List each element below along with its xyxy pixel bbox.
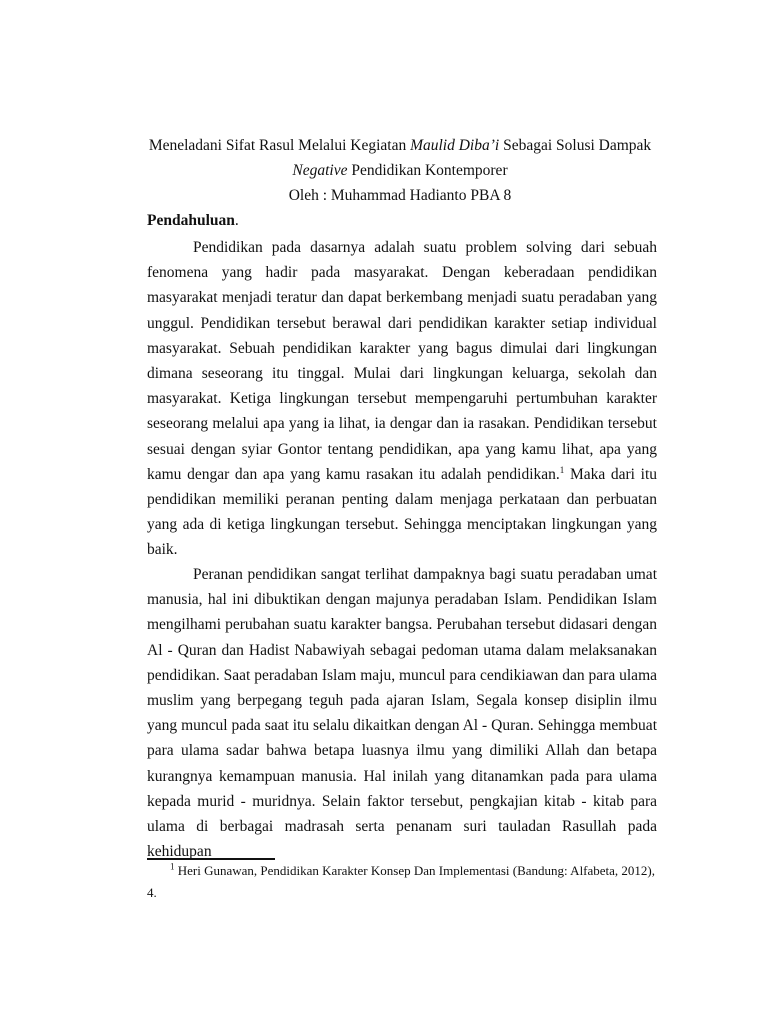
section-heading-text: Pendahuluan bbox=[147, 212, 235, 229]
paragraph-1 bbox=[147, 235, 657, 563]
paragraph-1-tail: Maka dari itu pendidikan memiliki peranan penting dalam menjaga perkataan dan perbuatan yang ada di ketiga lingkungan tersebut. Sehingga menciptakan lingkungan yang baik. bbox=[147, 465, 657, 559]
title-line-1 bbox=[0, 137, 768, 155]
paragraph-2-text: Peranan pendidikan sangat terlihat dampaknya bagi suatu peradaban umat manusia, hal ini dibuktikan dengan majunya peradaban Islam. Pendidikan Islam mengilhami perubahan suatu karakter bangsa. Perubahan tersebut didasari dengan Al - Quran dan Hadist Nabawiyah sebagai pedoman utama dalam melaksanakan pendidikan. Saat peradaban Islam maju, muncul para cendikiawan dan para ulama muslim yang berpegang teguh pada ajaran Islam, Segala konsep disiplin ilmu yang muncul pada saat itu selalu dikaitkan dengan Al - Quran. Sehingga membuat para ulama sadar bahwa betapa luasnya ilmu yang dimiliki Allah dan betapa kurangnya kemampuan manusia. Hal inilah yang ditanamkan pada para ulama kepada murid - muridnya. Selain faktor tersebut, pengkajian kitab - kitab para ulama di berbagai madrasah serta penanam suri tauladan Rasullah pada kehidupan bbox=[147, 566, 657, 861]
section-heading-punct: . bbox=[234, 212, 239, 229]
section-heading bbox=[147, 212, 239, 230]
footnote-number: 1 bbox=[170, 861, 175, 872]
title-line-1-start: Meneladani Sifat Rasul Melalui Kegiatan bbox=[148, 137, 411, 154]
author-line: Oleh : Muhammad Hadianto PBA 8 bbox=[288, 187, 512, 204]
paragraph-2 bbox=[147, 562, 657, 864]
paragraph-1-text: Pendidikan pada dasarnya adalah suatu problem solving dari sebuah fenomena yang hadir pada masyarakat. Dengan keberadaan pendidikan masyarakat menjadi teratur dan dapat berkembang menjadi suatu peradaban yang unggul. Pendidikan tersebut berawal dari pendidikan karakter setiap individual masyarakat. Sebuah pendidikan karakter yang bagus dimulai dari lingkungan dimana seseorang itu tinggal. Mulai dari lingkungan keluarga, sekolah dan masyarakat. Ketiga lingkungan tersebut mempengaruhi pertumbuhan karakter seseorang melalui apa yang ia lihat, ia dengar dan ia rasakan. Pendidikan tersebut sesuai dengan syiar Gontor tentang pendidikan, apa yang kamu lihat, apa yang kamu dengar dan apa yang kamu rasakan itu adalah pendidikan. bbox=[147, 239, 657, 483]
title-line-2 bbox=[0, 162, 768, 180]
title-line-2-end: Pendidikan Kontemporer bbox=[347, 162, 508, 179]
footnote bbox=[147, 860, 657, 904]
title-line-2-italic: Negative bbox=[292, 162, 348, 179]
footnote-text: Heri Gunawan, Pendidikan Karakter Konsep Dan Implementasi (Bandung: Alfabeta, 2012), 4. bbox=[147, 863, 656, 900]
footnote-reference[interactable]: 1 bbox=[559, 464, 565, 475]
title-line-1-end: Sebagai Solusi Dampak bbox=[499, 137, 652, 154]
title-line-1-italic: Maulid Diba’i bbox=[410, 137, 500, 154]
